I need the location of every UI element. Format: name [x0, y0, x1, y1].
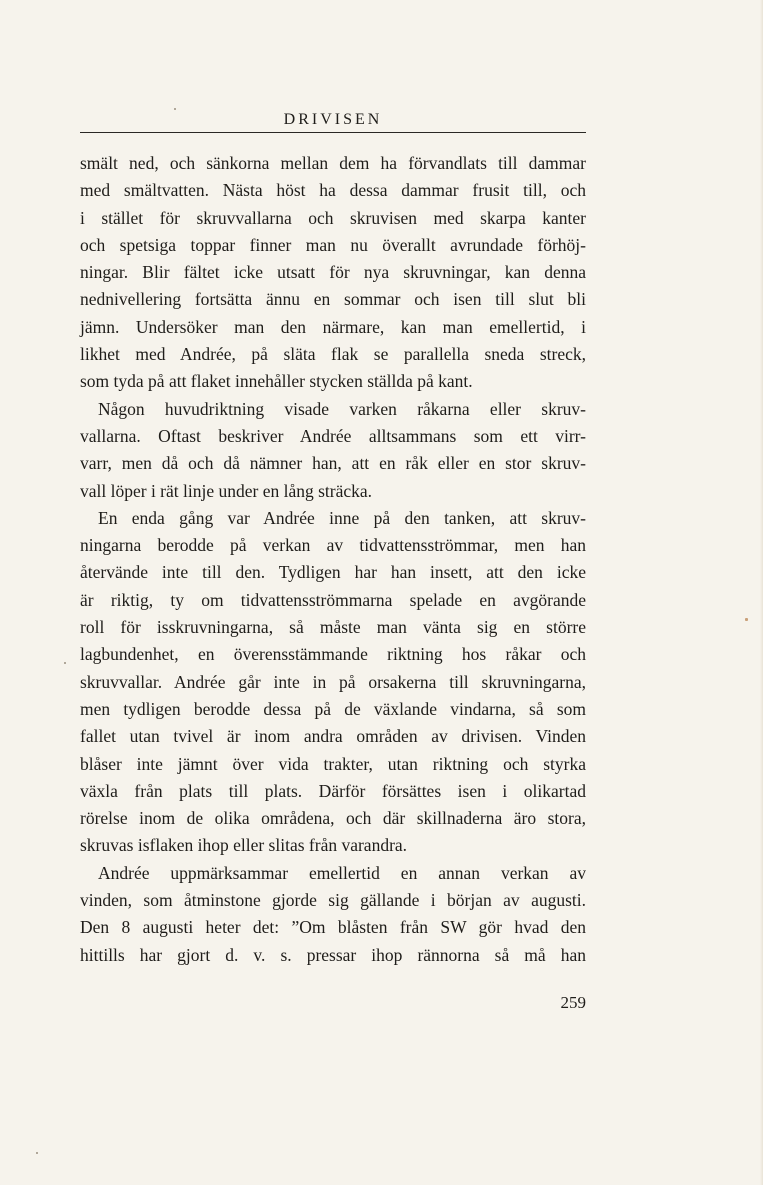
text-line: är riktig, ty om tidvattensströmmarna spelade en avgörande [80, 589, 586, 610]
text-line: lagbundenhet, en överensstämmande riktning hos råkar och [80, 644, 586, 665]
text-line: skruvvallar. Andrée går inte in på orsakerna till skruvningarna, [80, 671, 586, 692]
text-line: Den 8 augusti heter det: ”Om blåsten från SW gör hvad den [80, 917, 586, 938]
text-line: Någon huvudriktning visade varken råkarna eller skruv- [98, 398, 586, 419]
text-line: och spetsiga toppar finner man nu överallt avrundade förhöj- [80, 234, 586, 255]
body-text [80, 150, 586, 969]
text-line: smält ned, och sänkorna mellan dem ha förvandlats till dammar [80, 153, 586, 173]
text-line: Andrée uppmärksammar emellertid en annan verkan av [98, 862, 586, 883]
text-line: vall löper i rät linje under en lång sträcka. [80, 480, 373, 501]
text-line: ningar. Blir fältet icke utsatt för nya skruvningar, kan denna [80, 262, 586, 283]
page-number: 259 [560, 993, 586, 1012]
text-line: En enda gång var Andrée inne på den tanken, att skruv- [98, 507, 586, 528]
text-line: som tyda på att flaket innehåller stycken ställda på kant. [80, 371, 473, 392]
header-rule [80, 132, 586, 133]
running-head: DRIVISEN [283, 111, 383, 128]
text-line: ningarna berodde på verkan av tidvattensströmmar, men han [80, 535, 586, 556]
text-line: nednivellering fortsätta ännu en sommar och isen till slut bli [80, 289, 586, 310]
text-line: skruvas isflaken ihop eller slitas från varandra. [80, 835, 408, 856]
text-line: vallarna. Oftast beskriver Andrée alltsammans som ett virr- [80, 425, 586, 446]
paper-speck [174, 108, 176, 110]
text-line: fallet utan tvivel är inom andra områden av drivisen. Vinden [80, 726, 586, 747]
text-line: jämn. Undersöker man den närmare, kan man emellertid, i [80, 316, 586, 337]
text-line: vinden, som åtminstone gjorde sig gällande i början av augusti. [80, 890, 586, 911]
text-line: rörelse inom de olika områdena, och där skillnaderna äro stora, [80, 808, 586, 829]
text-line: varr, men då och då nämner han, att en råk eller en stor skruv- [80, 453, 586, 474]
paper-speck [36, 1152, 38, 1154]
text-line: i stället för skruvvallarna och skruvisen med skarpa kanter [80, 207, 586, 228]
text-line: likhet med Andrée, på släta flak se parallella sneda streck, [80, 344, 586, 365]
text-line: med smältvatten. Nästa höst ha dessa dammar frusit till, och [80, 180, 586, 201]
text-line: växla från plats till plats. Därför försättes isen i olikartad [80, 780, 586, 801]
text-line: hittills har gjort d. v. s. pressar ihop rännorna så må han [80, 944, 586, 965]
text-line: men tydligen berodde dessa på de växlande vindarna, så som [80, 698, 586, 719]
paper-speck [745, 618, 748, 621]
paper-speck [64, 662, 66, 664]
text-line: roll för isskruvningarna, så måste man vänta sig en större [80, 617, 586, 638]
text-line: blåser inte jämnt över vida trakter, utan riktning och styrka [80, 753, 586, 774]
text-line: återvände inte till den. Tydligen har han insett, att den icke [80, 562, 586, 583]
